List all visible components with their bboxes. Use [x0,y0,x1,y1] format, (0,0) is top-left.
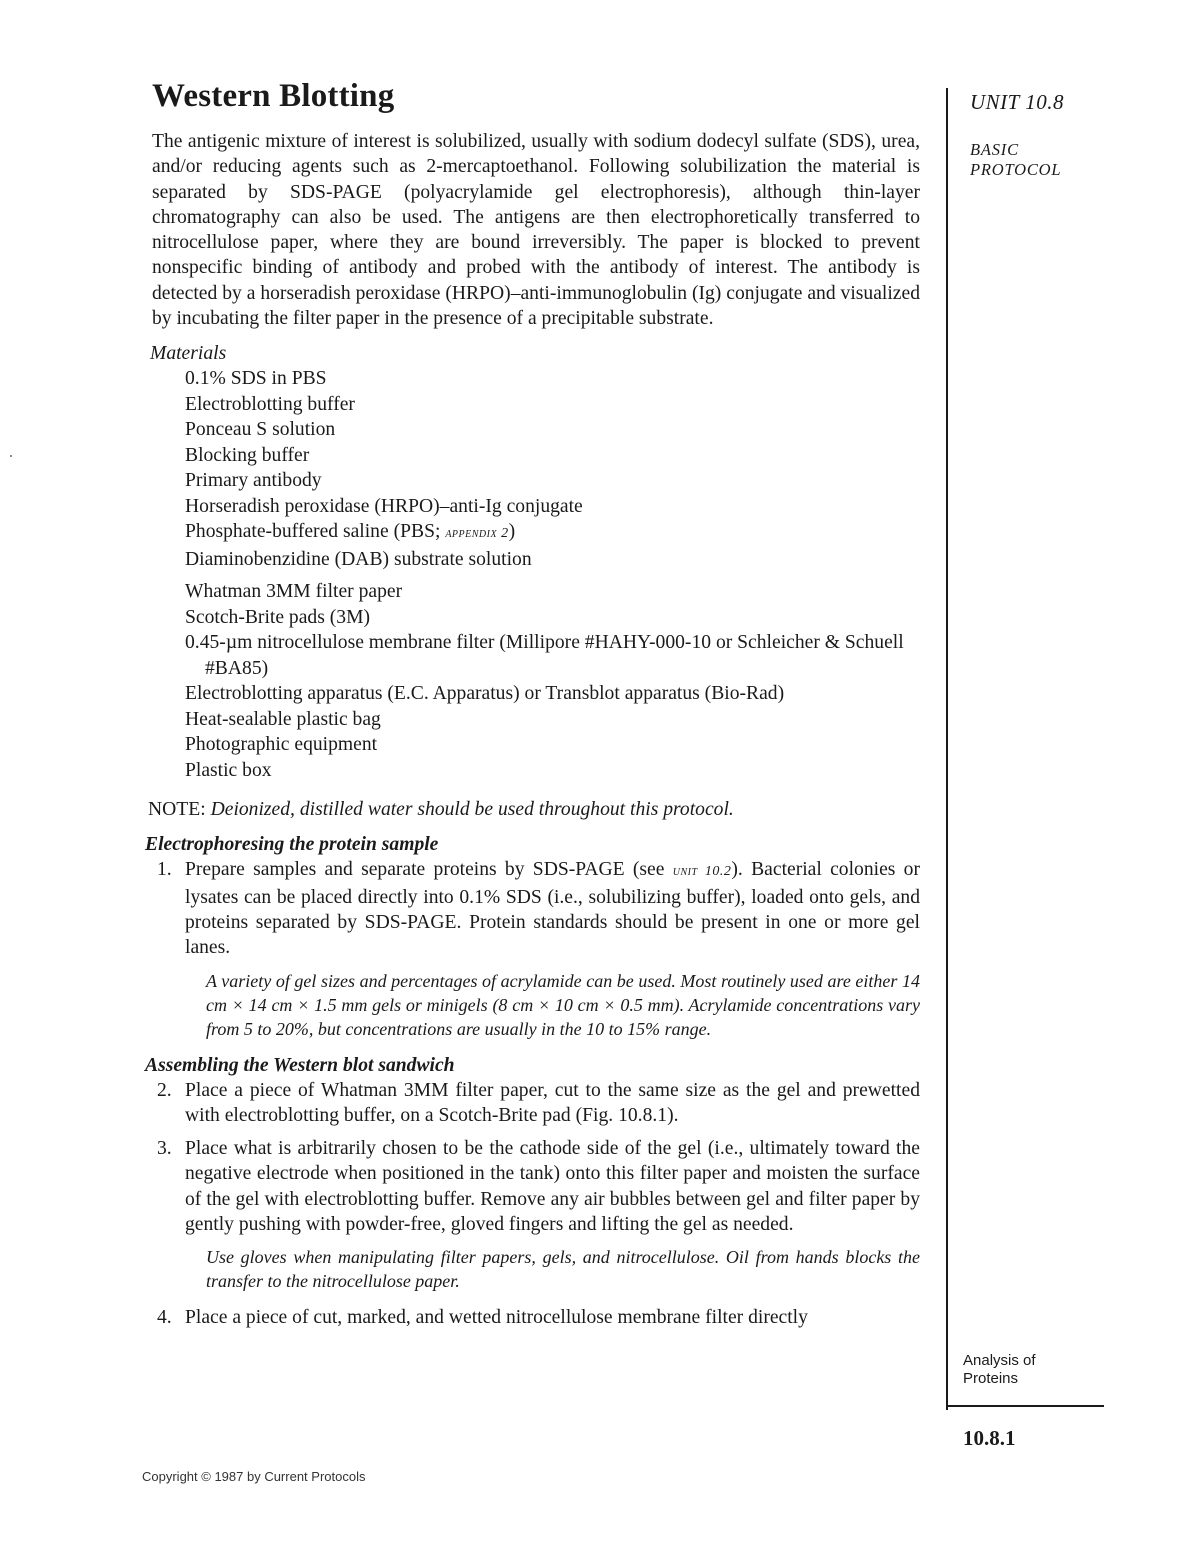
list-item: 0.1% SDS in PBS [185,368,327,390]
step-text: Place a piece of cut, marked, and wetted nitrocellulose membrane filter directly [185,1307,808,1329]
copyright-footer: Copyright © 1987 by Current Protocols [142,1469,366,1484]
note [148,797,920,822]
step-number: 4. [157,1307,172,1329]
main-column [145,78,920,1339]
chapter-label [963,1352,1036,1388]
basic-line: BASIC [970,140,1019,159]
equipment-list [185,579,920,783]
list-item: Horseradish peroxidase (HRPO)–anti-Ig conjugate [185,495,583,517]
step-4 [145,1305,920,1330]
step-text-cont: ). Bacterial colonies or lysates can be placed directly into 0.1% SDS (i.e., solubilizing buffer), loaded onto gels, and proteins separated by SDS-PAGE. Protein standards should be present in one or more gel lanes. [185,859,920,959]
reagents-list [185,366,920,572]
list-item: Diaminobenzidine (DAB) substrate solution [185,548,532,570]
page-number: 10.8.1 [963,1426,1016,1450]
step-2 [145,1078,920,1129]
list-item: 0.45-µm nitrocellulose membrane filter (Millipore #HAHY-000-10 or Schleicher & Schuell #BA85) [185,632,904,679]
scan-speck [10,455,12,457]
step-text: Prepare samples and separate proteins by SDS-PAGE (see [185,859,673,881]
list-item: Blocking buffer [185,444,310,466]
step-text: Place what is arbitrarily chosen to be the cathode side of the gel (i.e., ultimately toward the negative electrode when positioned in the tank) onto this filter paper and moisten the surface of the gel with electroblotting buffer. Remove any air bubbles between gel and filter paper by gently pushing with powder-free, gloved fingers and lifting the gel as needed. [185,1138,920,1236]
materials-heading: Materials [150,343,227,365]
section-heading-sandwich: Assembling the Western blot sandwich [145,1054,455,1076]
section-heading-electrophoresis: Electrophoresing the protein sample [145,834,439,856]
chapter-line-2: Proteins [963,1370,1019,1387]
horizontal-rule [946,1405,1104,1407]
step-number: 1. [157,859,172,881]
list-item: Photographic equipment [185,734,378,756]
step-1 [145,857,920,960]
step-text: Place a piece of Whatman 3MM filter paper, cut to the same size as the gel and prewetted with electroblotting buffer, on a Scotch-Brite pad (Fig. 10.8.1). [185,1079,920,1126]
step-3-comment: Use gloves when manipulating filter papers, gels, and nitrocellulose. Oil from hands blocks the transfer to the nitrocellulose paper. [206,1247,920,1292]
note-label: NOTE: [148,799,211,821]
unit-label: UNIT 10.8 [970,90,1064,114]
list-item: Plastic box [185,759,272,781]
list-item: Electroblotting buffer [185,393,355,415]
step-1-comment: A variety of gel sizes and percentages of acrylamide can be used. Most routinely used are either 14 cm × 14 cm × 1.5 mm gels or minigels (8 cm × 10 cm × 0.5 mm). Acrylamide concentrations vary from 5 to 20%, but concentrations are usually in the 10 to 15% range. [206,970,920,1039]
chapter-line-1: Analysis of [963,1352,1036,1369]
pbs-close: ) [508,521,516,543]
page-title: Western Blotting [152,78,395,114]
list-item: Ponceau S solution [185,419,336,441]
protocol-type-label [970,140,1061,180]
protocol-line: PROTOCOL [970,160,1062,179]
unit-ref: unit 10.2 [672,864,732,880]
note-text: Deionized, distilled water should be used throughout this protocol. [210,799,734,821]
list-item: Electroblotting apparatus (E.C. Apparatus) or Transblot apparatus (Bio-Rad) [185,683,785,705]
step-3 [145,1136,920,1237]
intro-paragraph: The antigenic mixture of interest is solubilized, usually with sodium dodecyl sulfate (SDS), urea, and/or reducing agents such as 2-mercaptoethanol. Following solubilization the material is separated by SDS-PAGE (polyacrylamide gel electrophoresis), although thin-layer chromatography can also be used. The antigens are then electrophoretically transferred to nitrocellulose paper, where they are bound irreversibly. The paper is blocked to prevent nonspecific binding of antibody and probed with the antibody of interest. The antibody is detected by a horseradish peroxidase (HRPO)–anti-immunoglobulin (Ig) conjugate and visualized by incubating the filter paper in the presence of a precipitable substrate. [152,131,920,330]
vertical-rule [946,88,948,1410]
list-item: Whatman 3MM filter paper [185,581,403,603]
appendix-ref: appendix 2 [445,526,509,542]
list-item: Primary antibody [185,470,322,492]
step-number: 3. [157,1138,172,1160]
list-item-pbs [185,519,920,547]
list-item: Scotch-Brite pads (3M) [185,606,371,628]
pbs-text: Phosphate-buffered saline (PBS; [185,521,446,543]
list-item: Heat-sealable plastic bag [185,708,381,730]
step-number: 2. [157,1079,172,1101]
